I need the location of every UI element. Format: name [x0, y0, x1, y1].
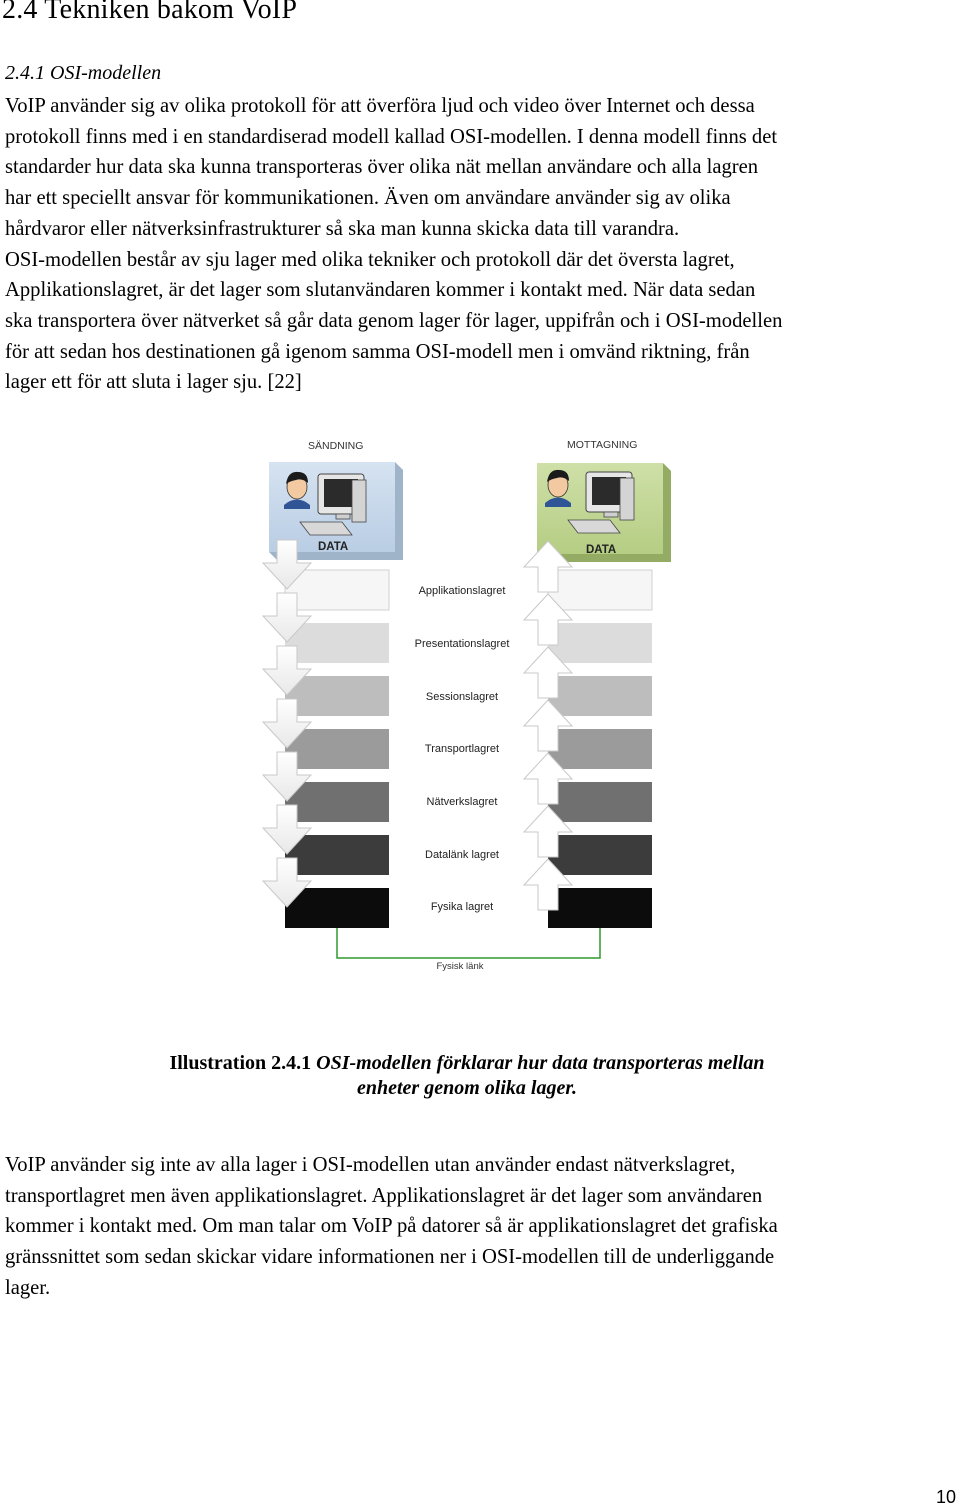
- layer-box: [548, 888, 652, 928]
- layer-box: [285, 729, 389, 769]
- layer-box: [548, 729, 652, 769]
- subsection-heading: 2.4.1 OSI-modellen: [5, 62, 162, 84]
- second-paragraph: VoIP använder sig inte av alla lager i OSI-modellen utan använder endast nätverkslagret, transportlagret men även applikationslagret. Applikationslagret är det lager som användaren kommer i kontakt med. Om man talar om VoIP på datorer så är applikationslagret det grafiska gränssnittet som sedan skickar vidare informationen ner i OSI-modellen till de underliggande lager.: [5, 1154, 778, 1299]
- receiver-label: MOTTAGNING: [567, 439, 638, 451]
- physical-link-label: Fysisk länk: [436, 961, 484, 972]
- receiver-data-label: DATA: [586, 544, 617, 556]
- layer-labels: [415, 585, 510, 913]
- layer-label: Fysika lagret: [430, 901, 494, 913]
- layer-box: [548, 570, 652, 610]
- layer-label: Presentationslagret: [414, 638, 510, 650]
- layer-box: [548, 623, 652, 663]
- layer-box: [548, 782, 652, 822]
- layer-box: [285, 570, 389, 610]
- layer-label: Datalänk lagret: [425, 849, 499, 861]
- layer-label: Sessionslagret: [425, 691, 499, 703]
- layer-label: Transportlagret: [424, 743, 500, 755]
- sender-label: SÄNDNING: [308, 440, 364, 452]
- caption-label: Illustration 2.4.1: [169, 1052, 317, 1074]
- layer-box: [285, 623, 389, 663]
- section-heading: 2.4 Tekniken bakom VoIP: [2, 0, 298, 25]
- layer-label: Applikationslagret: [418, 585, 506, 597]
- caption-text-line2: enheter genom olika lager.: [357, 1077, 577, 1099]
- figure-caption: [0, 1051, 934, 1101]
- layer-stack-receiver: [548, 570, 652, 928]
- caption-text-line1: OSI-modellen förklarar hur data transporteras mellan: [316, 1052, 765, 1074]
- receiver-computer-box: [537, 463, 671, 562]
- sender-data-label: DATA: [318, 541, 349, 553]
- layer-box: [285, 835, 389, 875]
- layer-box: [285, 676, 389, 716]
- physical-link-line: [337, 928, 600, 958]
- layer-box: [285, 782, 389, 822]
- layer-box: [285, 888, 389, 928]
- page-number: 10: [935, 1487, 956, 1507]
- intro-paragraph: VoIP använder sig av olika protokoll för att överföra ljud och video över Internet och dessa protokoll finns med i en standardiserad modell kallad OSI-modellen. I denna modell finns det standarder hur data ska kunna transporteras över olika nät mellan användare och alla lagren har ett speciellt ansvar för kommunikationen. Även om användare använder sig av olika hårdvaror eller nätverksinfrastrukturer så ska man kunna skicka data till varandra. OSI-modellen består av sju lager med olika tekniker och protokoll där det översta lagret, Applikationslagret, är det lager som slutanvändaren kommer i kontakt med. När data sedan ska transportera över nätverket så går data genom lager för lager, uppifrån och i OSI-modellen för att sedan hos destinationen gå igenom samma OSI-modell men i omvänd riktning, från lager ett för att sluta i lager sju. [22]: [5, 95, 783, 394]
- layer-box: [548, 676, 652, 716]
- layer-label: Nätverkslagret: [426, 796, 498, 808]
- layer-box: [548, 835, 652, 875]
